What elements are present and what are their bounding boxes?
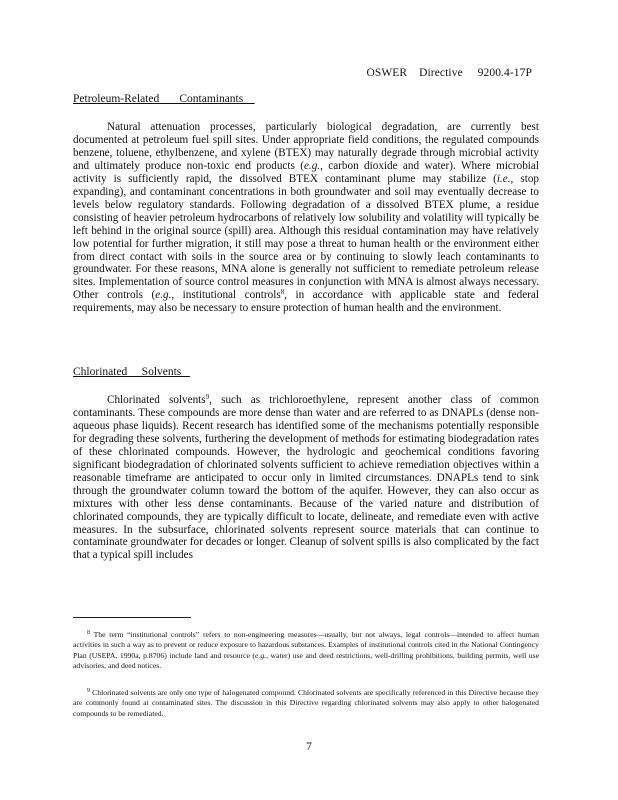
footnote-8: $^8$ The term “institutional controls” refers to non-engineering measures—usually, but not always, legal controls—intended to affect human activities in such a way as to prevent or reduce exposure to hazardous substances. Examples of institutional controls cited in the National Contingency Plan (USEPA, 1990a, p.8706) include land and resource (e.g., water) use and deed restrictions, well-drilling prohibitions, building permits, well use advisories, and deed notices. bbox=[73, 630, 539, 671]
section-heading-petroleum: Petroleum-Related Contaminants bbox=[73, 93, 255, 105]
footnote-ref-8: 8 bbox=[280, 288, 285, 297]
footnote-divider bbox=[73, 617, 191, 618]
footnote-9: $^9$ Chlorinated solvents are only one type of halogenated compound. Chlorinated solvents are specifically referenced in this Directive because they are commonly found at contaminated sites. The discussion in this Directive regarding chlorinated solvents may also apply to other halogenated compounds to be remediated. bbox=[73, 688, 539, 718]
section-heading-chlorinated: Chlorinated Solvents bbox=[73, 366, 190, 378]
paragraph-chlorinated: Chlorinated solvents$^9$, such as trichloroethylene, represent another class of common contaminants. These compounds are more dense than water and are referred to as DNAPLs (dense non-aqueous phase liquids). Recent research has identified some of the mechanisms potentially responsible for degrading these solvents, furthering the development of methods for estimating biodegradation rates of these chlorinated compounds. However, the hydrologic and geochemical conditions favoring significant biodegradation of chlorinated solvents sufficient to achieve remediation objectives within a reasonable timeframe are anticipated to occur only in limited circumstances. DNAPLs tend to sink through the groundwater column toward the bottom of the aquifer. However, they can also occur as mixtures with other less dense contaminants. Because of the varied nature and distribution of chlorinated compounds, they are typically difficult to locate, delineate, and remediate even with active measures. In the subsurface, chlorinated solvents represent source materials that can continue to contaminate groundwater for decades or longer. Cleanup of solvent spills is also complicated by the fact that a typical spill includes bbox=[73, 393, 540, 562]
paragraph-petroleum: Natural attenuation processes, particularly biological degradation, are currently best documented at petroleum fuel spill sites. Under appropriate field conditions, the regulated compounds benzene, toluene, ethylbenzene, and xylene (BTEX) may naturally degrade through microbial activity and ultimately produce non-toxic end products (e.g., carbon dioxide and water). Where microbial activity is sufficiently rapid, the dissolved BTEX contaminant plume may stabilize (i.e., stop expanding), and contaminant concentrations in both groundwater and soil may eventually decrease to levels below regulatory standards. Following degradation of a dissolved BTEX plume, a residue consisting of heavier petroleum hydrocarbons of relatively low solubility and volatility will typically be left behind in the original source (spill) area. Although this residual contamination may have relatively low potential for further migration, it still may pose a threat to human health or the environment either from direct contact with soils in the source area or by continuing to slowly leach contaminants to groundwater. For these reasons, MNA alone is generally not sufficient to remediate petroleum release sites. Implementation of source control measures in conjunction with MNA is almost always necessary. Other controls (e.g., institutional controls$^8$, in accordance with applicable state and federal requirements, may also be necessary to ensure protection of human health and the environment. bbox=[73, 121, 540, 315]
footnote-ref-9: 9 bbox=[205, 393, 210, 401]
directive-number: OSWER Directive 9200.4-17P bbox=[366, 67, 532, 79]
page-number: 7 bbox=[306, 741, 312, 753]
